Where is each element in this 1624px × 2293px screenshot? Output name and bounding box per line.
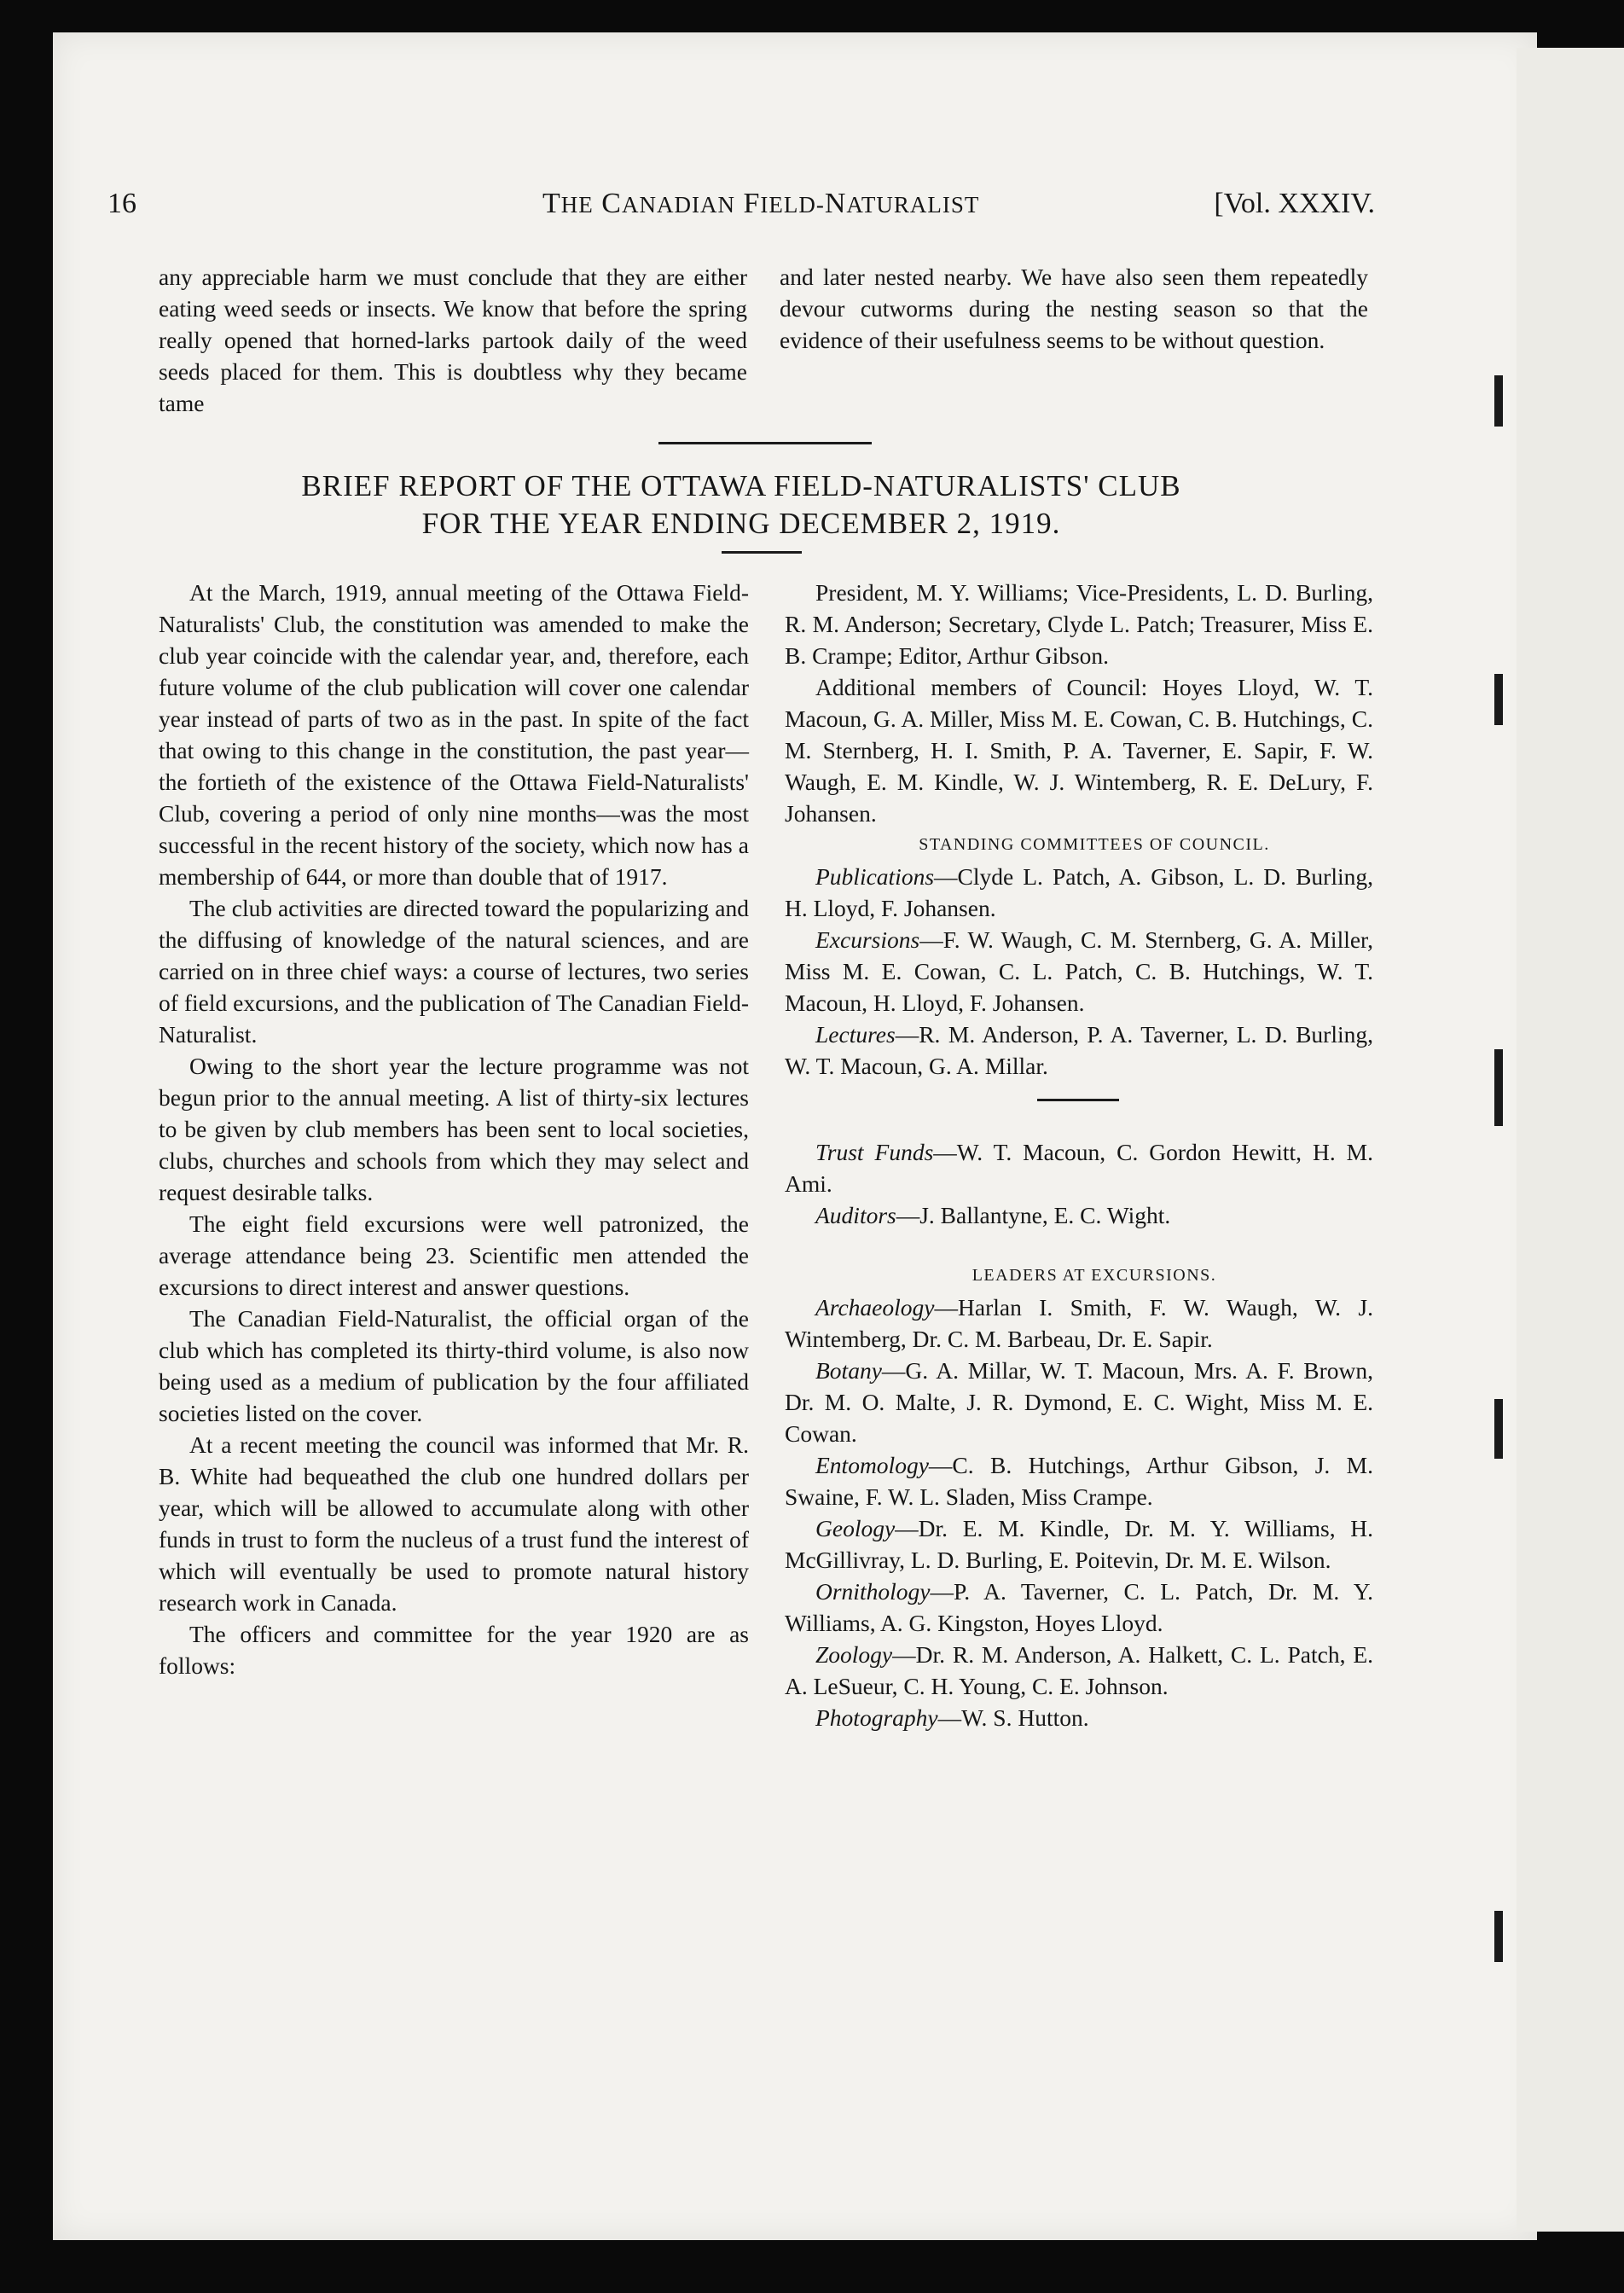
committee-label: Lectures [815, 1021, 896, 1048]
committee-members: —Clyde L. Patch, A. Gibson, L. D. Burling, H. Lloyd, F. Johansen. [785, 863, 1373, 921]
committee-label: Publications [815, 863, 935, 890]
volume-label: [Vol. XXXIV. [1214, 188, 1375, 219]
leader-names: —C. B. Hutchings, Arthur Gibson, J. M. Swaine, F. W. L. Sladen, Miss Crampe. [785, 1452, 1373, 1510]
council-paragraph: Additional members of Council: Hoyes Lloyd, W. T. Macoun, G. A. Miller, Miss M. E. Cowan, C. B. Hutchings, C. M. Sternberg, H. I. Smith, P. A. Taverner, E. Sapir, F. W. Waugh, E. M. Kindle, W. J. Wintemberg, R. E. DeLury, F. Johansen. [785, 674, 1373, 827]
committee-members: —W. T. Macoun, C. Gordon Hewitt, H. M. Ami. [785, 1139, 1373, 1197]
leader-names: —Dr. E. M. Kindle, Dr. M. Y. Williams, H. McGillivray, L. D. Burling, E. Poitevin, Dr. M. E. Wilson. [785, 1515, 1373, 1573]
article-title-line: FOR THE YEAR ENDING DECEMBER 2, 1919. [421, 507, 1061, 540]
paragraph: The Canadian Field-Naturalist, the official organ of the club which has completed its thirty-third volume, is also now being used as a medium of publication by the four affiliated societies listed on the cover. [159, 1305, 749, 1426]
adjacent-page-edge [1517, 48, 1624, 2232]
article-title [107, 467, 1375, 543]
committee-entry [785, 1199, 1373, 1231]
continued-text-right [780, 261, 1368, 356]
leader-entry [785, 1292, 1373, 1355]
paragraph: At the March, 1919, annual meeting of the Ottawa Field-Naturalists' Club, the constitution was amended to make the club year coincide with the calendar year, and, therefore, each future volume of the club publication will cover one calendar year instead of parts of two as in the past. In spite of the fact that owing to this change in the constitution, the past year—the fortieth of the existence of the Ottawa Field-Naturalists' Club, covering a period of only nine months—was the most successful in the recent history of the society, which now has a membership of 644, or more than double that of 1917. [159, 579, 749, 890]
standing-committees-heading: STANDING COMMITTEES OF COUNCIL. [919, 835, 1270, 854]
paragraph: The officers and committee for the year 1920 are as follows: [159, 1621, 749, 1679]
continued-paragraph: and later nested nearby. We have also seen them repeatedly devour cutworms during the nesting season so that the evidence of their usefulness seems to be without question. [780, 264, 1368, 353]
section-divider [658, 442, 872, 444]
spacer [785, 1231, 1373, 1260]
committee-members: —R. M. Anderson, P. A. Taverner, L. D. Burling, W. T. Macoun, G. A. Millar. [785, 1021, 1373, 1079]
committee-label: Trust Funds [815, 1139, 934, 1165]
leaders-heading: LEADERS AT EXCURSIONS. [972, 1266, 1217, 1285]
running-header [107, 188, 1375, 222]
leader-names: —G. A. Millar, W. T. Macoun, Mrs. A. F. Brown, Dr. M. O. Malte, J. R. Dymond, E. C. Wight, Miss M. E. Cowan. [785, 1357, 1373, 1447]
leader-label: Ornithology [815, 1578, 931, 1605]
committee-members: —J. Ballantyne, E. C. Wight. [896, 1202, 1171, 1228]
committee-label: Excursions [815, 926, 920, 953]
short-rule [1037, 1099, 1119, 1101]
binding-mark [1494, 1049, 1503, 1126]
paragraph: Owing to the short year the lecture programme was not begun prior to the annual meeting. A list of thirty-six lectures to be given by club members has been sent to local societies, clubs, churches and schools from which they may select and request desirable talks. [159, 1053, 749, 1205]
rule-spacer [785, 1082, 1373, 1107]
leader-label: Photography [815, 1704, 938, 1731]
leader-label: Geology [815, 1515, 896, 1541]
committee-label: Auditors [815, 1202, 896, 1228]
leader-entry [785, 1355, 1373, 1449]
binding-mark [1494, 1911, 1503, 1962]
paragraph: At a recent meeting the council was informed that Mr. R. B. White had bequeathed the club one hundred dollars per year, which will be allowed to accumulate along with other funds in trust to form the nucleus of a trust fund the interest of which will eventually be used to promote natural history research work in Canada. [159, 1431, 749, 1616]
committee-members: —F. W. Waugh, C. M. Sternberg, G. A. Miller, Miss M. E. Cowan, C. L. Patch, C. B. Hutchings, W. T. Macoun, H. Lloyd, F. Johansen. [785, 926, 1373, 1016]
continued-paragraph: any appreciable harm we must conclude that they are either eating weed seeds or insects. We know that before the spring really opened that horned-larks partook daily of the weed seeds placed for them. This is doubtless why they became tame [159, 264, 747, 416]
leader-entry [785, 1576, 1373, 1639]
leader-label: Botany [815, 1357, 882, 1384]
leader-label: Zoology [815, 1641, 893, 1668]
officers-paragraph: President, M. Y. Williams; Vice-Presidents, L. D. Burling, R. M. Anderson; Secretary, Clyde L. Patch; Treasurer, Miss E. B. Crampe; Editor, Arthur Gibson. [785, 579, 1373, 669]
leader-names: —W. S. Hutton. [937, 1704, 1089, 1731]
paragraph: The eight field excursions were well patronized, the average attendance being 23. Scientific men attended the excursions to direct interest and answer questions. [159, 1210, 749, 1300]
title-underline [722, 551, 802, 554]
leader-names: —Dr. R. M. Anderson, A. Halkett, C. L. Patch, E. A. LeSueur, C. H. Young, C. E. Johnson. [785, 1641, 1373, 1699]
committee-entry [785, 1019, 1373, 1082]
binding-mark [1494, 1399, 1503, 1459]
leader-entry [785, 1639, 1373, 1702]
leader-entry [785, 1702, 1373, 1733]
page-number: 16 [107, 188, 136, 219]
leader-label: Entomology [815, 1452, 929, 1478]
paragraph: The club activities are directed toward the popularizing and the diffusing of knowledge of the natural sciences, and are carried on in three chief ways: a course of lectures, two series of field excursions, and the publication of The Canadian Field-Naturalist. [159, 895, 749, 1048]
leader-label: Archaeology [815, 1294, 935, 1321]
journal-title: THE CANADIAN FIELD-NATURALIST [542, 188, 980, 219]
leader-names: —Harlan I. Smith, F. W. Waugh, W. J. Wintemberg, Dr. C. M. Barbeau, Dr. E. Sapir. [785, 1294, 1373, 1352]
committee-entry [785, 1136, 1373, 1199]
binding-mark [1494, 375, 1503, 427]
spacer [785, 1107, 1373, 1136]
article-title-line: BRIEF REPORT OF THE OTTAWA FIELD-NATURALISTS' CLUB [301, 469, 1181, 502]
leader-names: —P. A. Taverner, C. L. Patch, Dr. M. Y. Williams, A. G. Kingston, Hoyes Lloyd. [785, 1578, 1373, 1636]
committee-entry [785, 924, 1373, 1019]
article-column-left [159, 577, 749, 1681]
leader-entry [785, 1449, 1373, 1512]
continued-text-left [159, 261, 747, 419]
binding-mark [1494, 674, 1503, 725]
article-column-right [785, 577, 1373, 1733]
leader-entry [785, 1512, 1373, 1576]
committee-entry [785, 861, 1373, 924]
